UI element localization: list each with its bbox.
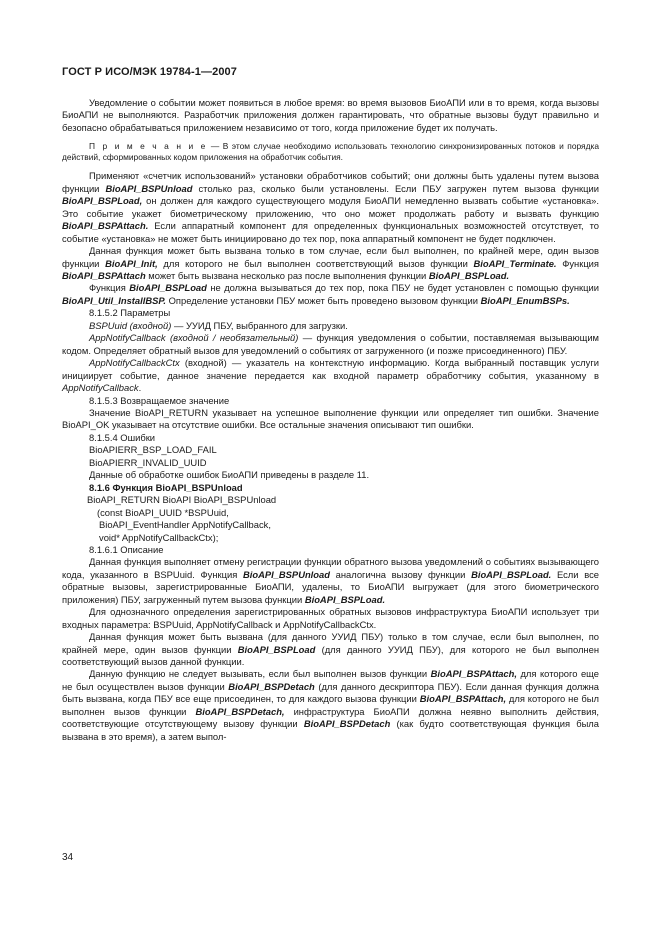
signature-line: BioAPI_RETURN BioAPI BioAPI_BSPUnload xyxy=(87,494,277,506)
text-run: (для данного УУИД ПБУ), для которого не был выполнен соответствующий вызов данной функции. xyxy=(62,643,599,668)
text-run: Данную функцию не следует вызывать, если был выполнен вызов функции xyxy=(89,668,431,680)
description-paragraph-2: Для однозначного определения зарегистрированных обратных вызовов инфраструктура БиоАПИ использует три входных параметра: BSPUuid, AppNotifyCallback и AppNotifyCallbackCtx. xyxy=(62,606,599,630)
text-run: Определение установки ПБУ может быть проведено вызовом функции xyxy=(166,294,481,306)
paragraph-call-conditions xyxy=(62,245,599,282)
function-name: BioAPI_BSPAttach. xyxy=(62,220,149,232)
section-8153-heading: 8.1.5.3 Возвращаемое значение xyxy=(89,394,230,406)
signature-line: void* AppNotifyCallbackCtx); xyxy=(99,531,219,543)
description-paragraph-3 xyxy=(62,631,599,668)
param-name: AppNotifyCallback (входной / необязательный) xyxy=(89,332,299,344)
param-text: — функция уведомления о событии, поставляемая вызывающим кодом. Определяет обратный вызов для уведомлений о событиях от загруженного (и позже присоединенного) ПБУ. xyxy=(62,332,599,356)
section-8152-heading: 8.1.5.2 Параметры xyxy=(89,307,171,319)
text-run: может быть вызвана несколько раз после выполнения функции xyxy=(145,269,429,281)
description-paragraph-4 xyxy=(62,668,599,743)
text-run: Данная функция может быть вызвана (для данного УУИД ПБУ) только в том случае, если был выполнен, по крайней мере, один вызов функции xyxy=(62,631,599,655)
param-name: BSPUuid (входной) xyxy=(89,319,172,331)
function-name: BioAPI_EnumBSPs. xyxy=(480,294,570,306)
page-header: ГОСТ Р ИСО/МЭК 19784-1—2007 xyxy=(62,66,237,78)
description-paragraph-1 xyxy=(62,556,599,606)
param-appnotifycallback xyxy=(62,332,599,357)
text-run: для которого не был выполнен вызов функции xyxy=(62,693,599,717)
text-run: Данная функция выполняет отмену регистрации функции обратного вызова уведомлений о событиях вызывающего кода, указанного в BSPUuid. Функция xyxy=(62,556,599,580)
note xyxy=(62,141,599,163)
param-name: AppNotifyCallbackCtx xyxy=(89,357,180,369)
signature-line: BioAPI_EventHandler AppNotifyCallback, xyxy=(99,519,271,531)
function-name: BioAPI_BSPDetach, xyxy=(195,705,285,717)
function-name: BioAPI_BSPLoad xyxy=(237,643,316,655)
section-8161-heading: 8.1.6.1 Описание xyxy=(89,543,164,555)
function-name: BioAPI_BSPAttach xyxy=(62,269,146,281)
note-text: — В этом случае необходимо использовать технологию синхронизированных потоков и порядка действий, сформированных кодом приложения на обработчик события. xyxy=(62,141,599,163)
function-name: BioAPI_BSPUnload xyxy=(242,568,330,580)
text-run: Функция xyxy=(89,282,130,294)
function-name: BioAPI_BSPLoad. xyxy=(428,269,510,281)
text-run: аналогична вызову функции xyxy=(329,568,472,580)
function-name: BioAPI_Terminate. xyxy=(473,257,557,269)
section-816-heading: 8.1.6 Функция BioAPI_BSPUnload xyxy=(89,481,243,493)
param-ref: AppNotifyCallback xyxy=(62,382,139,394)
text-run: (для данного дескриптора ПБУ). Если данная функция должна быть вызвана, когда ПБУ все еще присоединен, то для каждого вызова функции xyxy=(62,680,599,705)
text-run: Применяют «счетчик использований» установки обработчиков событий; они должны быть удалены путем вызова функции xyxy=(62,170,599,194)
text-run: он должен для каждого существующего модуля БиоАПИ немедленно вызвать событие «установка». Это событие укажет биометрическому приложению, что оно может продолжать работу и вызвать функцию xyxy=(62,195,599,219)
function-name: BioAPI_BSPLoad. xyxy=(304,593,386,605)
param-bspuuid xyxy=(62,320,599,332)
param-text: — УУИД ПБУ, выбранного для загрузки. xyxy=(171,319,348,331)
error-code: BioAPIERR_INVALID_UUID xyxy=(89,456,207,468)
text-run: Если аппаратный компонент для определенных функциональных возможностей отсутствует, то событие «установка» не может быть инициировано до тех пор, пока аппаратный компонент не будет подключен. xyxy=(62,220,599,244)
function-name: BioAPI_Util_InstallBSP. xyxy=(62,294,167,306)
text-run: Данная функция может быть вызвана только в том случае, если был выполнен, по крайней мере, один вызов функции xyxy=(62,245,599,269)
error-note: Данные об обработке ошибок БиоАПИ приведены в разделе 11. xyxy=(89,469,370,481)
text-run: Если все обратные вызовы, зарегистрированные БиоАПИ, удалены, то БиоАПИ выгружает (для этого биометрического приложения) ПБУ, загруженный путем вызова функции xyxy=(62,568,599,605)
text-run: . xyxy=(138,382,142,394)
text-run: Функция xyxy=(556,257,599,269)
function-name: BioAPI_BSPAttach, xyxy=(430,668,517,680)
param-text: (входной) — указатель на контекстную информацию. Когда выбранный поставщик услуги инициирует событие, данное значение передается как входной параметр обработчику события, указанному в xyxy=(62,357,599,381)
text-run: для которого не был выполнен соответствующий вызов функции xyxy=(157,257,474,269)
function-name: BioAPI_BSPLoad xyxy=(129,282,207,294)
text-run: не должна вызываться до тех пор, пока ПБУ не будет установлен с помощью функции xyxy=(206,282,599,294)
function-name: BioAPI_BSPLoad. xyxy=(471,568,552,580)
function-name: BioAPI_BSPDetach xyxy=(303,718,391,730)
signature-line: (const BioAPI_UUID *BSPUuid, xyxy=(97,506,229,518)
error-code: BioAPIERR_BSP_LOAD_FAIL xyxy=(89,444,217,456)
function-name: BioAPI_BSPUnload xyxy=(105,182,193,194)
function-name: BioAPI_BSPLoad, xyxy=(62,195,143,207)
text-run: (как будто соответствующая функция была вызвана в это время), а затем выпол- xyxy=(62,718,599,742)
page-number: 34 xyxy=(62,852,74,863)
param-appnotifycallbackctx xyxy=(62,357,599,394)
function-name: BioAPI_BSPAttach, xyxy=(419,693,507,705)
function-name: BioAPI_Init, xyxy=(105,257,158,269)
return-value-text: Значение BioAPI_RETURN указывает на успешное выполнение функции или определяет тип ошибки. Значение BioAPI_OK указывает на отсутствие ошибки. Все остальные значения описывают тип ошибки. xyxy=(62,406,599,431)
text-run: столько раз, сколько были установлены. Если ПБУ загружен путем вызова функции xyxy=(192,182,599,194)
text-run: для которого еще не был осуществлен вызов функции xyxy=(62,668,599,692)
paragraph-usage-counter xyxy=(62,170,599,245)
note-label: П р и м е ч а н и е xyxy=(89,141,208,152)
function-name: BioAPI_BSPDetach xyxy=(228,680,315,692)
paragraph-event-notification: Уведомление о событии может появиться в любое время: во время вызовов БиоАПИ или в то время, когда вызовы БиоАПИ не выполняются. Разработчик приложения должен гарантировать, что обратные вызовы будут правильно и безопасно обрабатываться приложением независимо от того, когда приложение будет их получать. xyxy=(62,97,599,133)
text-run: инфраструктура БиоАПИ должна неявно выполнить действия, соответствующие отсутствующему вызову функции xyxy=(62,705,599,730)
page-body xyxy=(62,97,599,743)
paragraph-install-requirement xyxy=(62,282,599,307)
section-8154-heading: 8.1.5.4 Ошибки xyxy=(89,431,156,443)
